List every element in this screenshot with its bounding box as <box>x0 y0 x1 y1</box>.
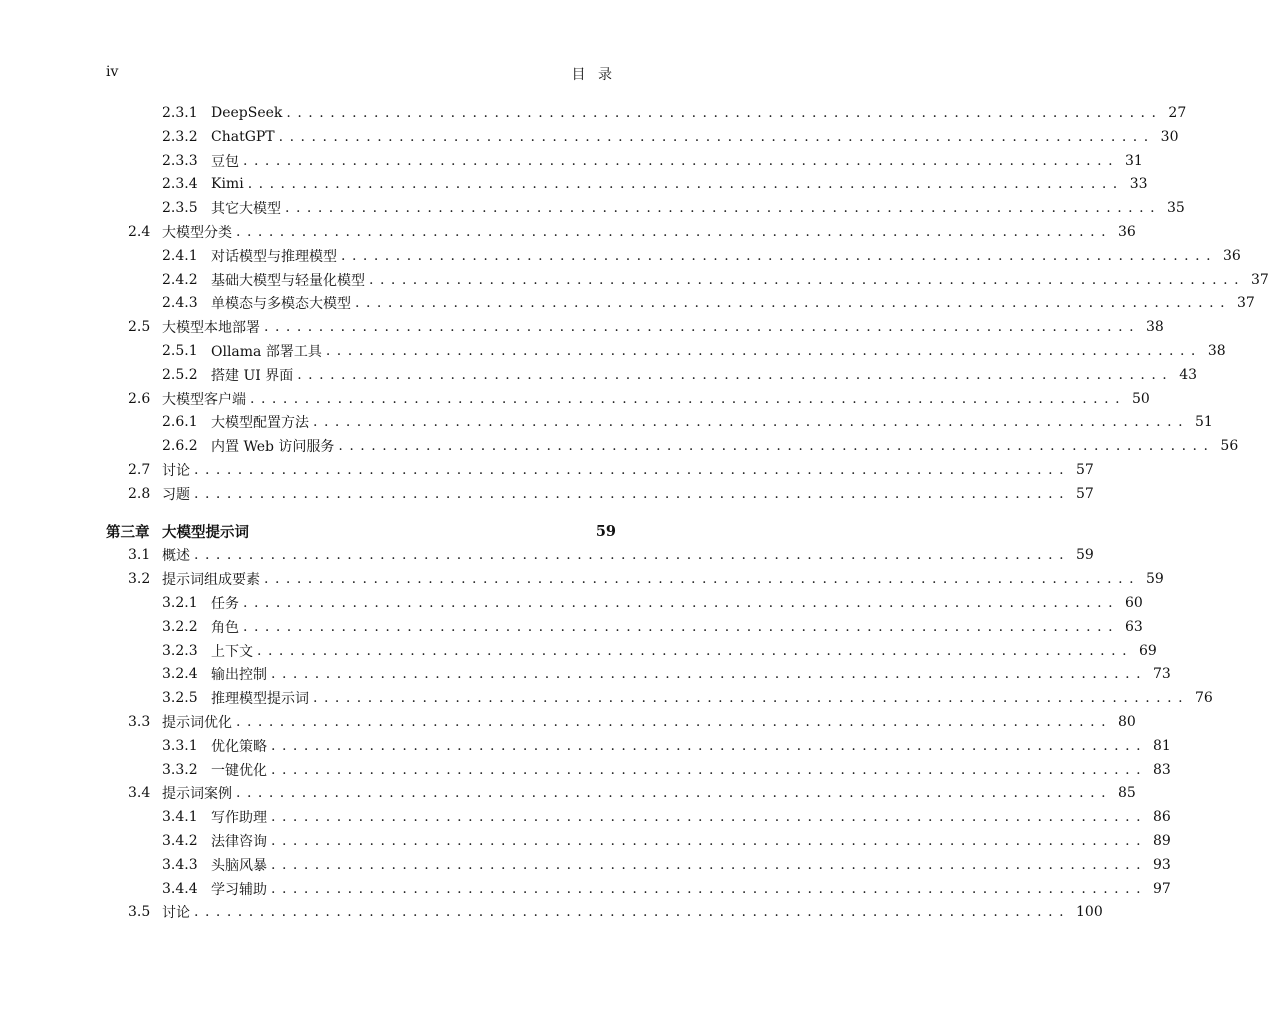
toc-entry-title: 提示词案例 <box>162 783 236 803</box>
toc-entry-row[interactable] <box>162 759 1171 781</box>
toc-entry-page: 37 <box>1245 272 1269 288</box>
toc-entry-page: 36 <box>1112 224 1136 240</box>
toc-entry-number: 3.4.3 <box>162 856 198 873</box>
toc-entry-title: 豆包 <box>211 151 243 171</box>
toc-entry-title: 角色 <box>211 617 243 637</box>
toc-entry-page: 33 <box>1124 176 1148 192</box>
toc-dot-leader: ................................................................................ <box>369 271 1246 288</box>
toc-dot-leader: ................................................................................ <box>297 366 1174 383</box>
toc-dot-leader: ................................................................................ <box>250 390 1127 407</box>
toc-entry-row[interactable] <box>128 901 1103 923</box>
toc-entry-title: 输出控制 <box>211 664 271 684</box>
toc-entry-page: 83 <box>1147 762 1171 778</box>
toc-dot-leader: ................................................................................ <box>236 785 1113 802</box>
toc-entry-row[interactable] <box>162 197 1185 219</box>
toc-dot-leader: ................................................................................ <box>313 414 1190 431</box>
toc-entry-title: 优化策略 <box>211 736 271 756</box>
toc-entry-row[interactable] <box>162 830 1171 852</box>
toc-entry-page: 38 <box>1202 343 1226 359</box>
toc-dot-leader: ................................................................................ <box>338 438 1215 455</box>
toc-dot-leader: ................................................................................ <box>271 666 1148 683</box>
toc-entry-number: 2.7 <box>128 462 151 478</box>
toc-entry-row[interactable] <box>162 592 1143 614</box>
toc-entry-page: 89 <box>1147 833 1171 849</box>
toc-entry-page: 69 <box>1133 643 1157 659</box>
toc-entry-number: 2.3.5 <box>162 200 198 217</box>
page-header <box>106 64 616 84</box>
toc-entry-page: 86 <box>1147 809 1171 825</box>
toc-entry-row[interactable] <box>162 245 1241 267</box>
toc-entry-title: Kimi <box>211 176 248 192</box>
toc-entry-row[interactable] <box>162 616 1143 638</box>
toc-entry-row[interactable] <box>162 878 1171 900</box>
toc-dot-leader: ................................................................................ <box>271 833 1148 849</box>
toc-entry-number: 3.1 <box>128 547 151 564</box>
toc-entry-row[interactable] <box>162 173 1148 195</box>
toc-entry-page: 81 <box>1147 738 1171 754</box>
toc-dot-leader: ................................................................................ <box>194 547 1071 564</box>
toc-chapter-row[interactable] <box>106 521 616 543</box>
toc-dot-leader: ................................................................................ <box>247 176 1124 193</box>
toc-entry-number: 2.4.3 <box>162 295 198 312</box>
toc-entry-title: 搭建 UI 界面 <box>211 365 297 385</box>
toc-entry-title: 一键优化 <box>211 760 271 780</box>
toc-entry-number: 3.4 <box>128 785 151 802</box>
toc-entry-page: 51 <box>1189 414 1213 430</box>
page-number-roman: iv <box>106 64 119 80</box>
toc-entry-title: 概述 <box>162 545 194 565</box>
toc-dot-leader: ................................................................................ <box>236 224 1113 240</box>
toc-entry-title: 对话模型与推理模型 <box>211 246 341 266</box>
toc-entry-title: 任务 <box>211 593 243 613</box>
toc-entry-page: 100 <box>1070 904 1103 920</box>
toc-dot-leader: ................................................................................ <box>286 105 1163 121</box>
toc-dot-leader: ................................................................................ <box>325 343 1202 359</box>
toc-entry-row[interactable] <box>162 411 1213 433</box>
toc-entry-number: 2.3.4 <box>162 176 198 193</box>
toc-entry-page: 38 <box>1140 319 1164 335</box>
toc-entry-page: 97 <box>1147 881 1171 897</box>
toc-entry-page: 57 <box>1070 486 1094 502</box>
toc-entry-row[interactable] <box>162 340 1226 362</box>
toc-entry-number: 3.2.5 <box>162 690 198 707</box>
toc-dot-leader: ................................................................................ <box>257 642 1134 659</box>
toc-dot-leader: ................................................................................ <box>194 462 1071 478</box>
toc-entry-number: 3.2.1 <box>162 595 198 611</box>
toc-entry-page: 50 <box>1126 391 1150 407</box>
toc-entry-title: 大模型提示词 <box>162 521 253 542</box>
toc-entry-title: 提示词优化 <box>162 712 236 732</box>
toc-entry-page: 85 <box>1112 785 1136 801</box>
toc-entry-page: 63 <box>1119 619 1143 635</box>
toc-entry-row[interactable] <box>162 640 1157 662</box>
toc-entry-row[interactable] <box>128 544 1094 566</box>
toc-entry-row[interactable] <box>128 316 1164 338</box>
toc-entry-number: 3.5 <box>128 904 151 921</box>
toc-entry-page: 35 <box>1161 200 1185 216</box>
toc-dot-leader: ................................................................................ <box>243 618 1120 635</box>
toc-entry-page: 59 <box>590 523 616 540</box>
toc-entry-number: 2.5.1 <box>162 343 198 359</box>
toc-entry-title: 提示词组成要素 <box>162 569 264 589</box>
toc-entry-title: 写作助理 <box>211 807 271 827</box>
toc-entry-title: 大模型分类 <box>162 222 236 242</box>
toc-entry-row[interactable] <box>128 568 1164 590</box>
toc-entry-page: 30 <box>1155 129 1179 145</box>
toc-entry-page: 36 <box>1217 248 1241 264</box>
toc-dot-leader: ................................................................................ <box>264 319 1141 336</box>
toc-entry-title: 讨论 <box>162 460 194 480</box>
toc-entry-title: 法律咨询 <box>211 831 271 851</box>
toc-entry-row[interactable] <box>162 150 1143 172</box>
toc-entry-title: ChatGPT <box>211 129 279 145</box>
toc-dot-leader: ................................................................................ <box>341 247 1218 264</box>
toc-entry-page: 37 <box>1231 295 1255 311</box>
toc-entry-number: 3.2.2 <box>162 618 198 635</box>
toc-entry-title: DeepSeek <box>211 105 286 121</box>
toc-entry-row[interactable] <box>162 292 1255 314</box>
toc-entry-page: 80 <box>1112 714 1136 730</box>
toc-entry-row[interactable] <box>162 663 1171 685</box>
toc-dot-leader: ................................................................................ <box>355 295 1232 312</box>
toc-entry-number: 3.3.1 <box>162 737 198 754</box>
toc-entry-title: 大模型配置方法 <box>211 412 313 432</box>
toc-entry-page: 73 <box>1147 666 1171 682</box>
toc-entry-row[interactable] <box>162 854 1171 876</box>
toc-entry-title: 推理模型提示词 <box>211 688 313 708</box>
toc-entry-number: 2.5 <box>128 319 151 336</box>
toc-dot-leader: ................................................................................ <box>271 880 1148 897</box>
toc-dot-leader: ................................................................................ <box>271 761 1148 778</box>
toc-entry-row[interactable] <box>128 483 1094 505</box>
toc-entry-number: 3.2.3 <box>162 642 198 659</box>
toc-entry-title: 单模态与多模态大模型 <box>211 293 355 313</box>
toc-entry-page: 93 <box>1147 857 1171 873</box>
toc-entry-title: 内置 Web 访问服务 <box>211 436 338 456</box>
toc-dot-leader: ................................................................................ <box>271 809 1148 826</box>
toc-entry-row[interactable] <box>162 435 1239 457</box>
toc-entry-title: Ollama 部署工具 <box>211 341 326 361</box>
toc-entry-page: 56 <box>1214 438 1238 454</box>
toc-entry-row[interactable] <box>128 221 1136 243</box>
toc-entry-row[interactable] <box>128 459 1094 481</box>
toc-entry-number: 2.3.3 <box>162 152 198 169</box>
toc-dot-leader: ................................................................................ <box>278 128 1155 145</box>
toc-entry-number: 3.3.2 <box>162 761 198 778</box>
toc-entry-title: 基础大模型与轻量化模型 <box>211 270 369 290</box>
toc-entry-title: 习题 <box>162 484 194 504</box>
toc-dot-leader: ................................................................................ <box>271 737 1148 754</box>
toc-entry-row[interactable] <box>162 364 1198 386</box>
toc-entry-number: 2.4 <box>128 224 151 240</box>
toc-entry-row[interactable] <box>162 687 1213 709</box>
toc-dot-leader: ................................................................................ <box>243 595 1120 611</box>
toc-entry-page: 59 <box>1070 547 1094 563</box>
toc-entry-row[interactable] <box>128 782 1136 804</box>
toc-entry-title: 上下文 <box>211 641 257 661</box>
toc-entry-number: 3.4.1 <box>162 809 198 826</box>
toc-entry-page: 27 <box>1162 105 1186 121</box>
toc-entry-number: 2.8 <box>128 485 151 502</box>
toc-entry-number: 3.4.2 <box>162 833 198 849</box>
toc-dot-leader: ................................................................................ <box>194 485 1071 502</box>
toc-entry-number: 2.3.2 <box>162 128 198 145</box>
running-title: 目 录 <box>571 67 616 83</box>
toc-entry-number: 2.6 <box>128 390 151 407</box>
toc-dot-leader: ................................................................................ <box>271 856 1148 873</box>
toc-entry-number: 3.2.4 <box>162 666 198 683</box>
toc-entry-number: 第三章 <box>106 524 150 542</box>
toc-entry-page: 43 <box>1173 367 1197 383</box>
toc-entry-title: 讨论 <box>162 902 194 922</box>
toc-entry-number: 2.4.1 <box>162 247 198 264</box>
toc-entry-title: 大模型本地部署 <box>162 317 264 337</box>
toc-entry-title: 学习辅助 <box>211 879 271 899</box>
toc-dot-leader <box>253 523 590 541</box>
toc-entry-number: 2.6.2 <box>162 438 198 455</box>
toc-entry-row[interactable] <box>128 388 1150 410</box>
toc-entry-row[interactable] <box>162 269 1269 291</box>
toc-entry-page: 76 <box>1189 690 1213 706</box>
toc-entry-title: 头脑风暴 <box>211 855 271 875</box>
toc-entry-row[interactable] <box>162 806 1171 828</box>
toc-entry-page: 31 <box>1119 153 1143 169</box>
toc-entry-page: 57 <box>1070 462 1094 478</box>
toc-entry-page: 60 <box>1119 595 1143 611</box>
toc-entry-number: 2.5.2 <box>162 366 198 383</box>
toc-entry-title: 其它大模型 <box>211 198 285 218</box>
toc-entry-number: 3.3 <box>128 714 151 730</box>
toc-dot-leader: ................................................................................ <box>264 571 1141 588</box>
toc-entry-number: 2.4.2 <box>162 271 198 288</box>
toc-dot-leader: ................................................................................ <box>236 714 1113 730</box>
toc-dot-leader: ................................................................................ <box>313 690 1190 707</box>
toc-dot-leader: ................................................................................ <box>285 200 1162 217</box>
toc-dot-leader: ................................................................................ <box>194 904 1071 921</box>
toc-entry-number: 2.3.1 <box>162 105 198 121</box>
toc-entry-row[interactable] <box>162 735 1171 757</box>
toc-entry-title: 大模型客户端 <box>162 389 250 409</box>
toc-entry-row[interactable] <box>162 102 1187 124</box>
toc-entry-row[interactable] <box>162 126 1179 148</box>
toc-entry-number: 3.4.4 <box>162 880 198 897</box>
toc-entry-number: 2.6.1 <box>162 414 198 431</box>
toc-dot-leader: ................................................................................ <box>243 152 1120 169</box>
toc-entry-row[interactable] <box>128 711 1136 733</box>
toc-entry-number: 3.2 <box>128 571 151 588</box>
toc-entry-page: 59 <box>1140 571 1164 587</box>
